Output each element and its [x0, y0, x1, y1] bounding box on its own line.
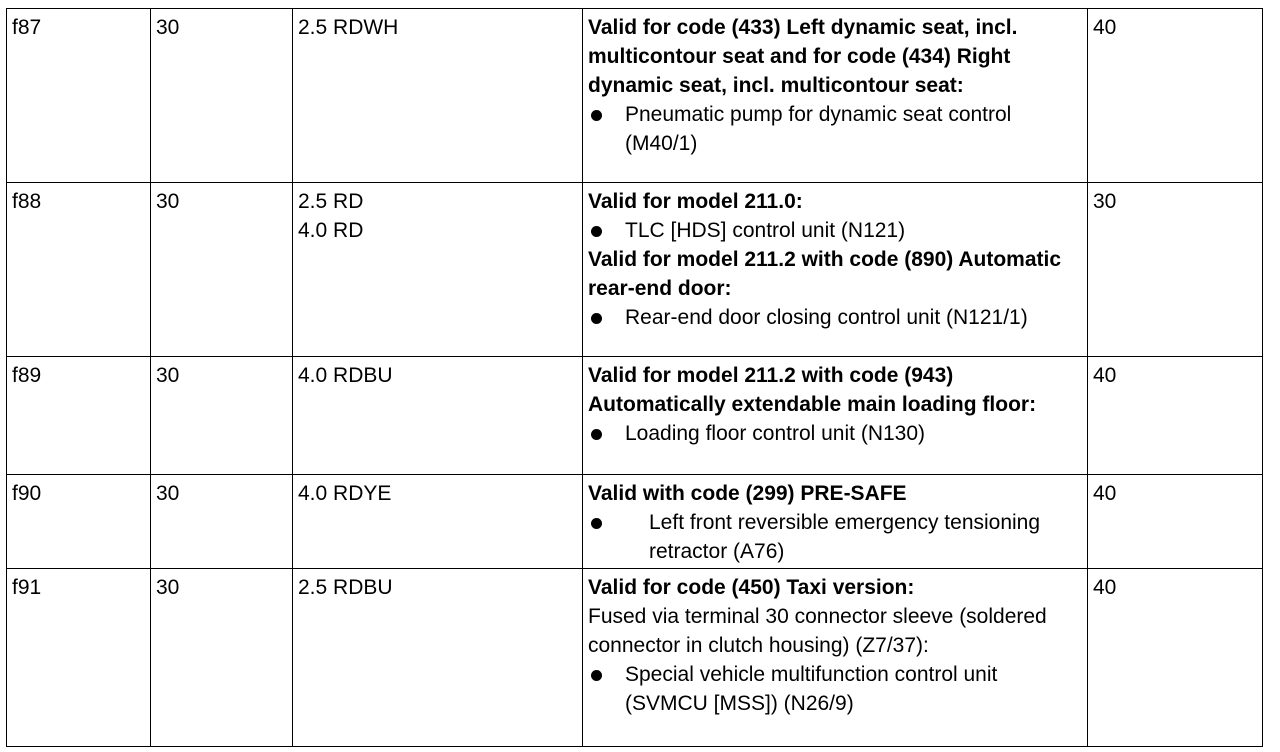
- wire-cell: [293, 9, 583, 183]
- validity-heading: Valid for code (433) Left dynamic seat, incl. multicontour seat and for code (434) Right dynamic seat, incl. multicontour seat:: [588, 16, 1018, 97]
- wire-value: 2.5 RDBU: [298, 576, 393, 599]
- fuse-table: [6, 8, 1263, 747]
- amperage-cell: 40: [1088, 569, 1263, 747]
- terminal-cell: 30: [151, 183, 293, 357]
- component-item: [588, 508, 1083, 566]
- component-item: [588, 100, 1083, 158]
- component-label: Loading floor control unit (N130): [625, 422, 926, 445]
- amperage-cell: 40: [1088, 357, 1263, 475]
- description-cell: [583, 569, 1088, 747]
- fuse-cell: f87: [7, 9, 151, 183]
- bullet-icon: [591, 110, 602, 121]
- description-cell: [583, 183, 1088, 357]
- component-item: [588, 216, 1083, 245]
- component-label: Pneumatic pump for dynamic seat control (M40/1): [625, 103, 1012, 155]
- bullet-icon: [591, 226, 602, 237]
- amperage-cell: 40: [1088, 9, 1263, 183]
- bullet-icon: [591, 518, 602, 529]
- fuse-cell: f91: [7, 569, 151, 747]
- description-cell: [583, 357, 1088, 475]
- component-label: Left front reversible emergency tensioning retractor (A76): [649, 511, 1041, 563]
- table-row: [7, 475, 1263, 569]
- description-cell: [583, 475, 1088, 569]
- fuse-cell: f90: [7, 475, 151, 569]
- fuse-cell: f89: [7, 357, 151, 475]
- component-item: [588, 303, 1083, 332]
- wire-value: 4.0 RDBU: [298, 364, 393, 387]
- wire-cell: [293, 357, 583, 475]
- validity-heading: Valid for model 211.2 with code (890) Automatic rear-end door:: [588, 248, 1062, 300]
- fuse-cell: f88: [7, 183, 151, 357]
- component-item: [588, 419, 1083, 448]
- terminal-cell: 30: [151, 475, 293, 569]
- validity-heading: Valid for code (450) Taxi version:: [588, 576, 915, 599]
- connector-note: Fused via terminal 30 connector sleeve (soldered connector in clutch housing) (Z7/37):: [588, 605, 1047, 657]
- wire-value: 2.5 RD: [298, 190, 364, 213]
- bullet-icon: [591, 429, 602, 440]
- bullet-icon: [591, 313, 602, 324]
- terminal-cell: 30: [151, 9, 293, 183]
- wire-value: 4.0 RD: [298, 219, 364, 242]
- amperage-cell: 40: [1088, 475, 1263, 569]
- table-row: [7, 569, 1263, 747]
- validity-heading: Valid for model 211.2 with code (943) Automatically extendable main loading floor:: [588, 364, 1037, 416]
- table-row: [7, 9, 1263, 183]
- description-cell: [583, 9, 1088, 183]
- component-label: TLC [HDS] control unit (N121): [625, 219, 906, 242]
- wire-cell: [293, 183, 583, 357]
- validity-heading: Valid for model 211.0:: [588, 190, 803, 213]
- validity-heading: Valid with code (299) PRE-SAFE: [588, 482, 907, 505]
- amperage-cell: 30: [1088, 183, 1263, 357]
- component-label: Special vehicle multifunction control unit (SVMCU [MSS]) (N26/9): [625, 663, 998, 715]
- component-label: Rear-end door closing control unit (N121/1): [625, 306, 1028, 329]
- table-row: [7, 183, 1263, 357]
- wire-cell: [293, 569, 583, 747]
- wire-cell: [293, 475, 583, 569]
- bullet-icon: [591, 670, 602, 681]
- wire-value: 2.5 RDWH: [298, 16, 399, 39]
- table-row: [7, 357, 1263, 475]
- wire-value: 4.0 RDYE: [298, 482, 392, 505]
- terminal-cell: 30: [151, 569, 293, 747]
- component-item: [588, 660, 1083, 718]
- terminal-cell: 30: [151, 357, 293, 475]
